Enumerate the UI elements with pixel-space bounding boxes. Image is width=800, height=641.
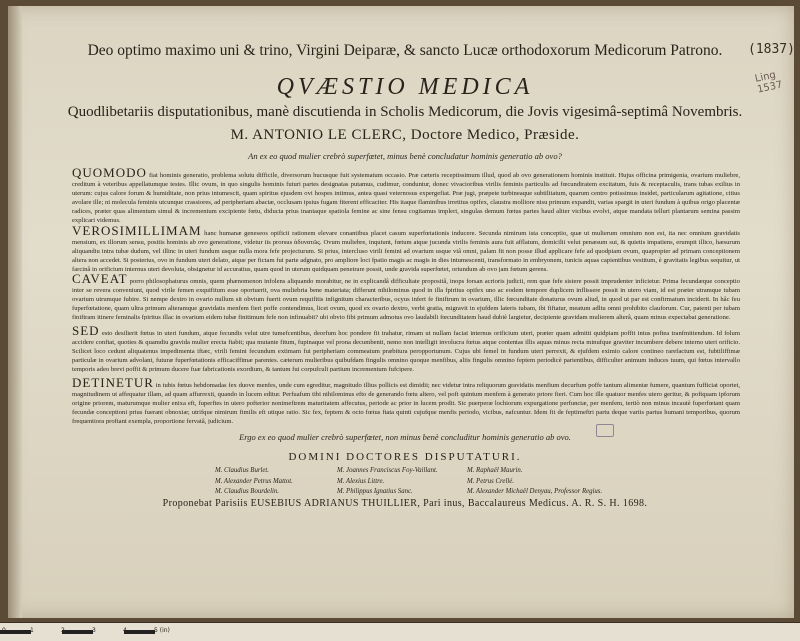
paragraph-3 (72, 274, 740, 320)
paragraph-text: in tubis fœtus hebdomadas fex duove menfes, unde cum egreditur, magnitudo illius pollicis est dimidii; nec videtur intra reliquorum gravidatis menfium decurfum poffe tantum alimentæ fumere, quantum fufficiat oportet, magnitudinem ut affequatur illam, ad quam affurrexit, quando in lucem editur. Perfuafum tibi nihilominus efto de generando fœtu altero, vel poft quintum menfem à generato priore fieri. Cum hoc ille quatuor menfes utero geritur, & poftquam ipforum origine priorem, maturumque mulier enixa eft, fuperftes in utero pofterior nonimeftrem maturitatem affecutus, periode ac prior in lucem prodit. Sic puerperæ lochiorum expurgatione perfunctæ, per menfem, tertiò non minus incautè fuperfœtant quam fecundæ conceptioni prius fuerant obnoxiæ; utrifque nimirum fimilis eft utique ratio. Sic fex, feptem & octo fœtus ftata quinti cujufque menfis periodo, vicibus, nafcuntur. Idem fit de feptimeftri partu deque variis partus humani temporibus, quorum frequentiora proftant exempla, proportione fervatâ, judicium. (72, 382, 740, 424)
doctor-name: M. Philippus Ignatius Sanc. (337, 488, 413, 495)
paragraph-text: esto desilierit fœtus in uteri fundum, atque fecundis velut utre tumefcentibus, deorfum hoc pondere fit trahatur, rimam ut nullam faciat internus orificium uteri, præter quam admitti quidpiam poffit intus poftea tranfmittendum. Id folum accidere conftat, quoties & quamdiu gravida mulier erecta ftabit; qua mutante fitum, fupinaque vel prona decumbenti, nemo non intelligit involucra fœtus atque contentas illis aquas minus recta minufque graviter incumbere debere interno uteri orificio. Scilicet loco cedunt aliquatenus impedimenta iftæc, virili femini fecundum extimam fui peripheriam commeatum præbitura peropportunum. Cujus ubi femel in fundum uteri perrexit, & ejufdem eximio calore contineo rarefactum est, fubtiliffimæ particulæ in ovarium advolant, futuræ fuperfœtationis efficaciffimæ parentes. cæterum mulieribus quibufdam fingulis omnino quoque menfibus, aliis fingulis omnino feptem periodicè parientibus, difficulter animum induces tuum, qui fœtus intervallo temporis adeo brevi poffit & primum ducere fuæ fabricationis exordium, & tantum fui corpufculi partium incrementum fufcipere. (72, 330, 740, 372)
paragraph-initial: CAVEAT (72, 274, 128, 286)
annotation-pencil: Ling 1537 (754, 69, 784, 96)
doctor-name: M. Petrus Crellé. (467, 477, 514, 485)
paragraph-2 (72, 226, 740, 272)
paragraph-initial: VEROSIMILLIMAM (72, 226, 202, 238)
doctor-name: M. Joannes Franciscus Foy-Vaillant. (337, 467, 438, 474)
dedication-line: Deo optimo maximo uni & trino, Virgini Deiparæ, & sancto Lucæ orthodoxorum Medicorum Patrono. (87, 42, 723, 59)
ruler-label: 3 (92, 627, 96, 634)
ruler-label: 2 (61, 627, 65, 634)
ruler-label: 5 (in) (154, 627, 170, 634)
quaestio-title: QVÆSTIO MEDICA (276, 74, 534, 100)
ruler-label: 0 (2, 627, 6, 634)
conclusio-line: Ergo ex eo quod mulier crebrò superfœtet, non minus benè concluditur hominis generatio ab ovo. (239, 432, 571, 442)
paragraph-text: fiat hominis generatio, problema solutu difficile, diversorum hucusque fuit systematum occasio. Præ cæteris receptissimum illud, quod ab ovo generationem hominis instituit. Hujus officina primigenia, ovarium muliebre, creditum à veteribus appellatumque testes. Illic ovum, in quo singulis hominis futuri partes designatas putamus, cudimur, conduntur, donec vivacioribus virilis feminis particulis ad fœcundiratem excitatum, fuis & receptaculis, trans tubas exilius in uterum: cujus calore forum & humiditate, non prius intumescit, quam spiritus ejusdem ovi hospes intimus, antea quasi veternosus expergefiat. Præ jugi, præpete turbineaque subtilitatum, quarum centro potissimus insidet, particularum agitatione, citius avolare ille; ni molecula feminis utcunque crassiores, ad peripheriam abactæ, occlusam ipsius fugam fiterent efficaciter. His itaque flaminibus irretitus opifex, claustra molliore nisu primum expandit, varias spargit in uteri fundum à quibus origo placentæ radices, præter quas alimentum simul & incrementum excipiente fœtu, diducta prius inaniaque spatiola femine ac sine fensu cogitamus impleri, singulas demum fœtus partes haud aliter vicibus evolvi, atque mandata telluri plantarum semina passim explicari videmus. (72, 172, 740, 224)
praeses-line: M. ANTONIO LE CLERC, Doctore Medico, Præside. (230, 127, 580, 143)
doctors-list (215, 466, 635, 497)
paragraph-text: porro philosophaturus omnis, quem phænomenon infolens aliquando morabitur, ne in explicandâ difficultate propositâ, inops forsan acrioris judicii, rem quæ fefe sistere possit imprudenter inficietur. Prima fecundæque conceptio inter se revera conveniunt, quod virile femen exquifitum esse oportuerit, ova muliebria bene materiata; differunt nihilominus quod in illa fpiritus opifex uno ac eodem tempore duplicem inflissere possit in utero viam, id est præter utramque tubam ovarium utrumque fubire. Si nempe dextro in ovario nullum sit obvium fuerit ovum requifitis infignitum characteribus, ocyus infert fe finiftrum in ovarium, illic fœcunditate donaturus ovum aliud, in quod ut par est confirmatum inciderit. In hâc feu fuperfœtatione, quam ultra primum alteramque gravidatis menfem fieri poffe contendimus, licet ovum, quod ex ovario dextro, verbi gratia, migravit in ejufdem lateris tubam, ibi fiftatur, meatum adltu omni prohibito clauforum. Cur, patenti per tubam finiftram itinere feminalis fpiritus illac in ovarium eidem tubæ finitimum fefe non infinuabit? ubi obvio fibi primum admotus ovo laudabili fœcunditatem haud dubiè largietur, decipiente gravidam mulierem alterâ, quam minus expectabat generatione. (72, 278, 740, 320)
doctor-name: M. Alexius Littre. (337, 477, 385, 485)
doctores-title: DOMINI DOCTORES DISPUTATURI. (288, 451, 522, 463)
paragraph-1 (72, 168, 740, 224)
doctor-name: M. Alexander Petrus Mattot. (215, 477, 293, 485)
paragraph-initial: SED (72, 326, 100, 338)
paragraph-4 (72, 326, 740, 372)
doctor-name: M. Claudius Bourdelin. (215, 488, 279, 495)
subtitle-line: Quodlibetariis disputationibus, manè discutienda in Scholis Medicorum, die Jovis vigesimâ-septimâ Novembris. (67, 104, 743, 120)
question-line: An ex eo quod mulier crebrò superfœtet, minus benè concludatur hominis generatio ab ovo? (248, 151, 562, 161)
annotation-year: (1837) (748, 42, 795, 57)
scale-ruler (0, 622, 800, 641)
doctor-name: M. Claudius Burlet. (215, 467, 269, 474)
paragraph-initial: QUOMODO (72, 168, 147, 180)
doctor-name: M. Alexander Michaël Denyau, Professor Regius. (467, 488, 603, 495)
doctor-name: M. Raphaël Maurin. (467, 467, 523, 474)
paragraph-5 (72, 378, 740, 424)
proponebat-line: Proponebat Parisiis EUSEBIUS ADRIANUS THUILLIER, Pari inus, Baccalaureus Medicus. A. R. S. H. 1698. (162, 498, 648, 509)
paragraph-initial: DETINETUR (72, 378, 154, 390)
ruler-label: 4 (123, 627, 127, 634)
paragraph-text: hanc humanæ geneseos opificii rationem elevare conantibus placet casum superfœtationis inducere. Secunda nimirum ista conceptio, quæ ut mulierum omnium non est, ita nec omnium gravidatis mensium, ex illorum sensu, positis hominis ab ovo generatione, videtur iis prorsus ἀδυνατῶς. Ovum muliebre, inquiunt, fœtum atque jucunda virilis feminis aura fuit afflatum, domicilii velut penæsum sui, & quietis impatiens, erumpit illico, hæsurum aliquandiu intra tubæ dudum, vel illinc in uteri fundum usque nulla mora fefe projecturum. Si prius, intercluso virili femini ad ovarium usque viâ omni, palam fit non posse illud applicare fefe ad quodpiam ovum, quapropter ad primam conceptionem altera non accedet. Si posterius, ovo in fundum uteri delato, atque per fictam fui parte adgnato, pro ampliore loci fpatio magis ac magis in dies intumescenti, transformato in embryonem, tunicis aquas capientibus vestitum, è gravitatis legibus sequitur, ut farcinâ in orificium internus uteri devoluta, obsignetur id accuratius, quam quod in uterum quidquam penetrare possit, unde gravida superfœtet, oriundum ab ovo jam fœtum gerens. (72, 230, 740, 272)
ruler-label: 1 (30, 627, 34, 634)
